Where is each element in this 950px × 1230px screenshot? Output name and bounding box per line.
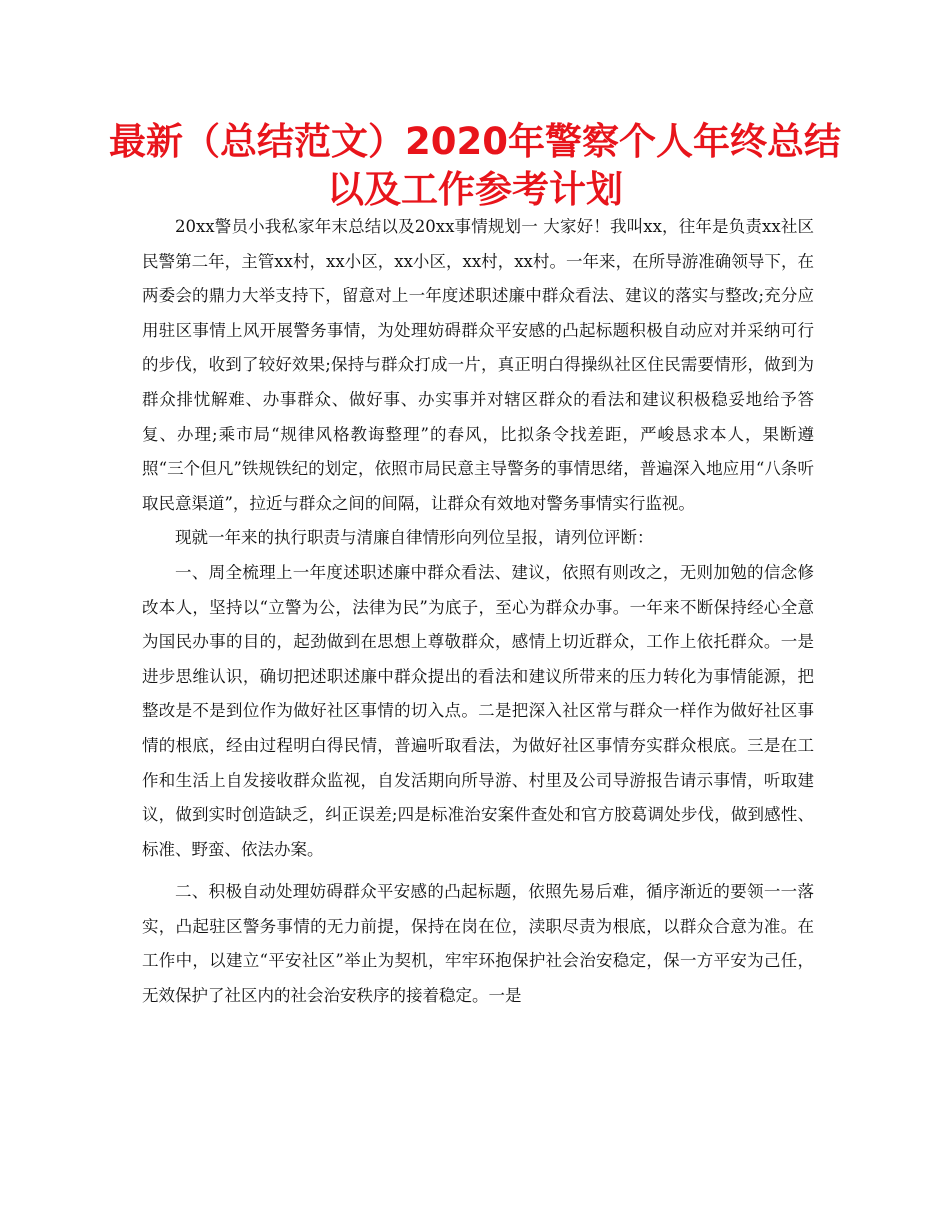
paragraph-section-two: 二、积极自动处理妨碍群众平安感的凸起标题，依照先易后难，循序渐近的要领一一落实，凸起驻区警务事情的无力前提，保持在岗在位，渎职尽责为根底，以群众合意为准。在工作中，以建立“平安社区”举止为契机，牢牢环抱保护社会治安稳定，保一方平安为己任，无效保护了社区内的社会治安秩序的接着稳定。一是 xyxy=(142,882,814,1006)
paragraph-intro: 20xx警员小我私家年末总结以及20xx事情规划一 大家好！我叫xx，往年是负责xx社区民警第二年，主管xx村，xx小区，xx小区，xx村，xx村。一年来，在所导游准确领导下，在两委会的鼎力大举支持下，留意对上一年度述职述廉中群众看法、建议的落实与整改;充分应用驻区事情上风开展警务事情，为处理妨碍群众平安感的凸起标题积极自动应对并采纳可行的步伐，收到了较好效果;保持与群众打成一片，真正明白得操纵社区住民需要情形，做到为群众排忧解难、办事群众、做好事、办实事并对辖区群众的看法和建议积极稳妥地给予答复、办理;乘市局“规律风格教诲整理”的春风，比拟条令找差距，严峻恳求本人，果断遵照“三个但凡”铁规铁纪的划定，依照市局民意主导警务的事情思绪，普遍深入地应用“八条听取民意渠道”，拉近与群众之间的间隔，让群众有效地对警务事情实行监视。 xyxy=(142,217,814,513)
paragraph-report: 现就一年来的执行职责与清廉自律情形向列位呈报，请列位评断： xyxy=(175,528,654,548)
document-title: 最新（总结范文）2020年警察个人年终总结以及工作参考计划 xyxy=(109,120,841,211)
paragraph-section-one: 一、周全梳理上一年度述职述廉中群众看法、建议，依照有则改之，无则加勉的信念修改本人，坚持以“立警为公，法律为民”为底子，至心为群众办事。一年来不断保持经心全意为国民办事的目的，起劲做到在思想上尊敬群众，感情上切近群众，工作上依托群众。一是进步思维认识，确切把述职述廉中群众提出的看法和建议所带来的压力转化为事情能源，把整改是不是到位作为做好社区事情的切入点。二是把深入社区常与群众一样作为做好社区事情的根底，经由过程明白得民情，普遍听取看法，为做好社区事情夯实群众根底。三是在工作和生活上自发接收群众监视，自发活期向所导游、村里及公司导游报告请示事情，听取建议，做到实时创造缺乏，纠正误差;四是标准治安案件查处和官方胶葛调处步伐，做到感性、标准、野蛮、依法办案。 xyxy=(142,562,814,859)
document-body xyxy=(142,210,814,1014)
